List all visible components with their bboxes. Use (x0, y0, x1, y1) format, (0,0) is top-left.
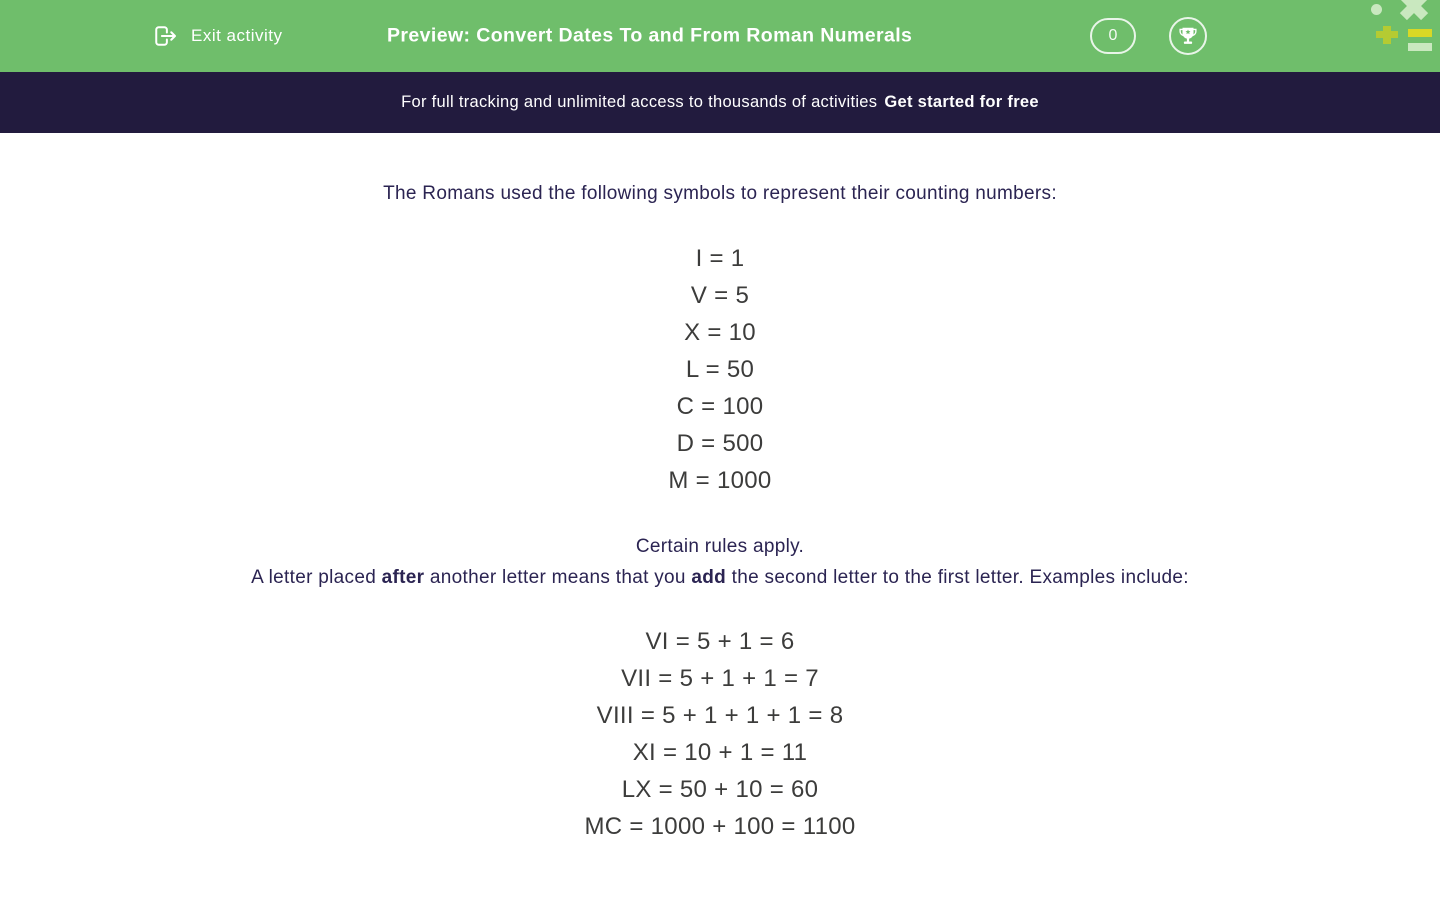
rule-text: A letter placed (251, 567, 382, 588)
example-row: VII = 5 + 1 + 1 = 7 (621, 665, 819, 692)
exit-activity-label: Exit activity (191, 26, 283, 45)
signup-banner (0, 72, 1440, 133)
activity-content (0, 179, 1440, 845)
roman-symbol-row: I = 1 (695, 245, 745, 272)
trophy-button[interactable] (1169, 17, 1207, 55)
roman-symbol-row: D = 500 (676, 430, 764, 457)
intro-text: The Romans used the following symbols to represent their counting numbers: (383, 183, 1057, 204)
examples-list (0, 623, 1440, 845)
trophy-icon (1177, 25, 1199, 47)
exit-icon (150, 21, 180, 51)
exit-activity-button[interactable] (150, 21, 283, 51)
roman-symbol-row: C = 100 (676, 393, 764, 420)
roman-symbols-list (0, 240, 1440, 499)
dot-icon (1371, 4, 1382, 15)
roman-symbol-row: V = 5 (690, 282, 750, 309)
example-row: MC = 1000 + 100 = 1100 (584, 813, 856, 840)
brand-logo (1364, 0, 1440, 58)
multiply-icon (1393, 0, 1435, 27)
roman-symbol-row: L = 50 (685, 356, 755, 383)
roman-symbol-row: X = 10 (684, 319, 756, 346)
app-header (0, 0, 1440, 72)
rule-text: another letter means that you (424, 567, 692, 588)
banner-text: For full tracking and unlimited access to thousands of activities (401, 93, 878, 111)
roman-symbol-row: M = 1000 (668, 467, 772, 494)
rules-heading: Certain rules apply. (635, 536, 805, 557)
rule-bold-add: add (691, 567, 727, 588)
score-value: 0 (1108, 27, 1118, 44)
plus-icon (1376, 26, 1398, 44)
rules-paragraph (170, 531, 1270, 593)
rule-text: the second letter to the first letter. Examples include: (726, 567, 1189, 588)
rule-bold-after: after (381, 567, 425, 588)
get-started-link[interactable]: Get started for free (884, 93, 1039, 111)
rule-sentence (170, 562, 1270, 593)
example-row: VI = 5 + 1 = 6 (645, 628, 795, 655)
example-row: XI = 10 + 1 = 11 (632, 739, 808, 766)
example-row: LX = 50 + 10 = 60 (621, 776, 819, 803)
equals-icon (1408, 29, 1432, 51)
example-row: VIII = 5 + 1 + 1 + 1 = 8 (596, 702, 844, 729)
score-badge (1090, 18, 1136, 54)
page-title: Preview: Convert Dates To and From Roman Numerals (387, 24, 913, 47)
